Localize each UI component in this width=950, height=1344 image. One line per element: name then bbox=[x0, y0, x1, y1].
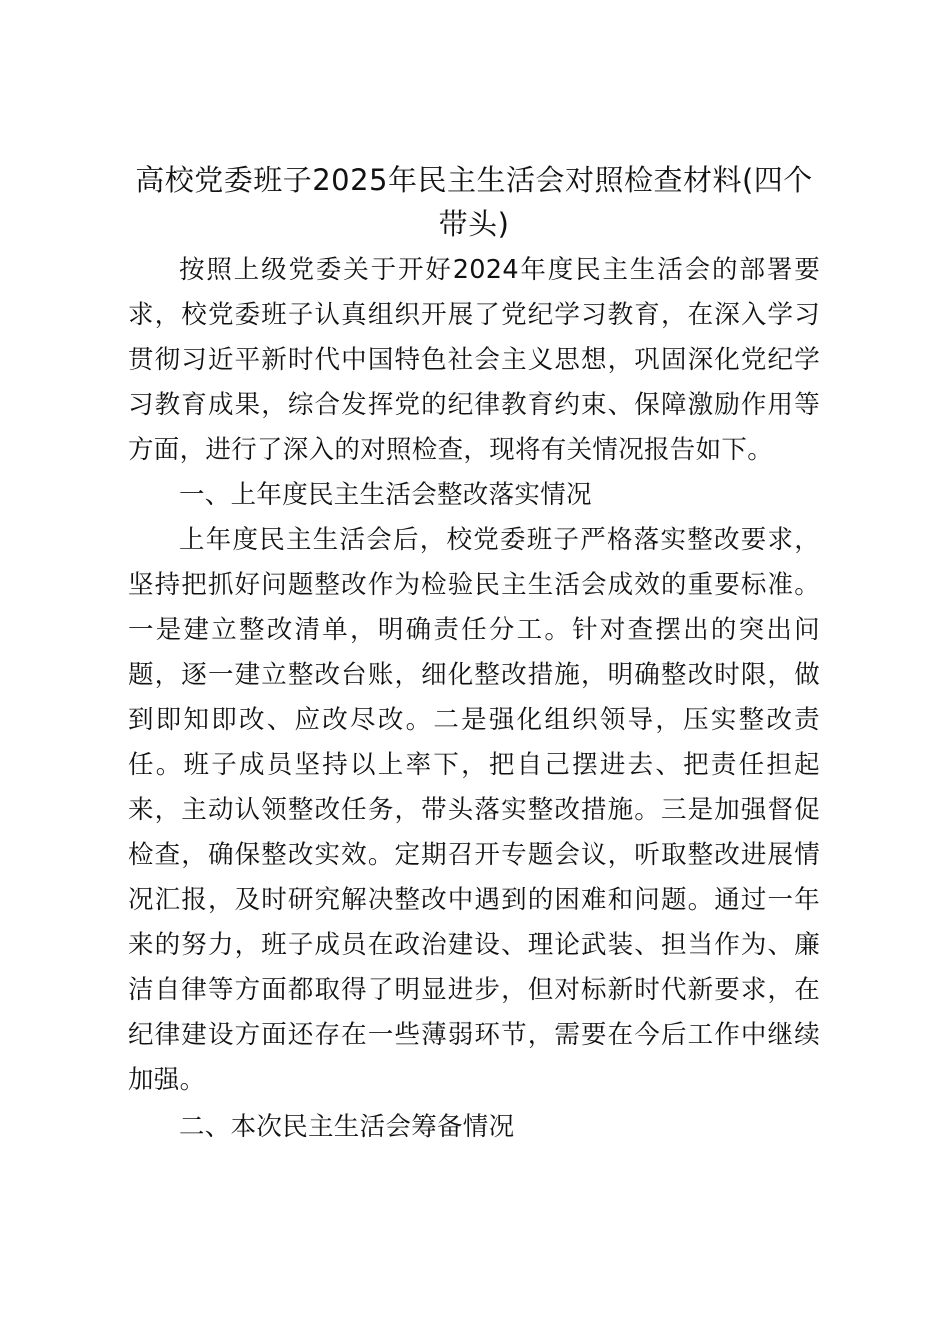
intro-paragraph: 按照上级党委关于开好2024年度民主生活会的部署要求，校党委班子认真组织开展了党纪学习教育，在深入学习贯彻习近平新时代中国特色社会主义思想，巩固深化党纪学习教育成果，综合发挥党的纪律教育约束、保障激励作用等方面，进行了深入的对照检查，现将有关情况报告如下。 bbox=[128, 255, 820, 465]
document-page bbox=[128, 158, 820, 1150]
section-1-paragraph: 上年度民主生活会后，校党委班子严格落实整改要求，坚持把抓好问题整改作为检验民主生活会成效的重要标准。一是建立整改清单，明确责任分工。针对查摆出的突出问题，逐一建立整改台账，细化整改措施，明确整改时限，做到即知即改、应改尽改。二是强化组织领导，压实整改责任。班子成员坚持以上率下，把自己摆进去、把责任担起来，主动认领整改任务，带头落实整改措施。三是加强督促检查，确保整改实效。定期召开专题会议，听取整改进展情况汇报，及时研究解决整改中遇到的困难和问题。通过一年来的努力，班子成员在政治建设、理论武装、担当作为、廉洁自律等方面都取得了明显进步，但对标新时代新要求，在纪律建设方面还存在一些薄弱环节，需要在今后工作中继续加强。 bbox=[128, 525, 820, 1095]
section-1-heading: 一、上年度民主生活会整改落实情况 bbox=[179, 480, 592, 510]
section-2-heading: 二、本次民主生活会筹备情况 bbox=[179, 1112, 515, 1142]
document-title: 高校党委班子2025年民主生活会对照检查材料(四个带头) bbox=[135, 163, 813, 241]
